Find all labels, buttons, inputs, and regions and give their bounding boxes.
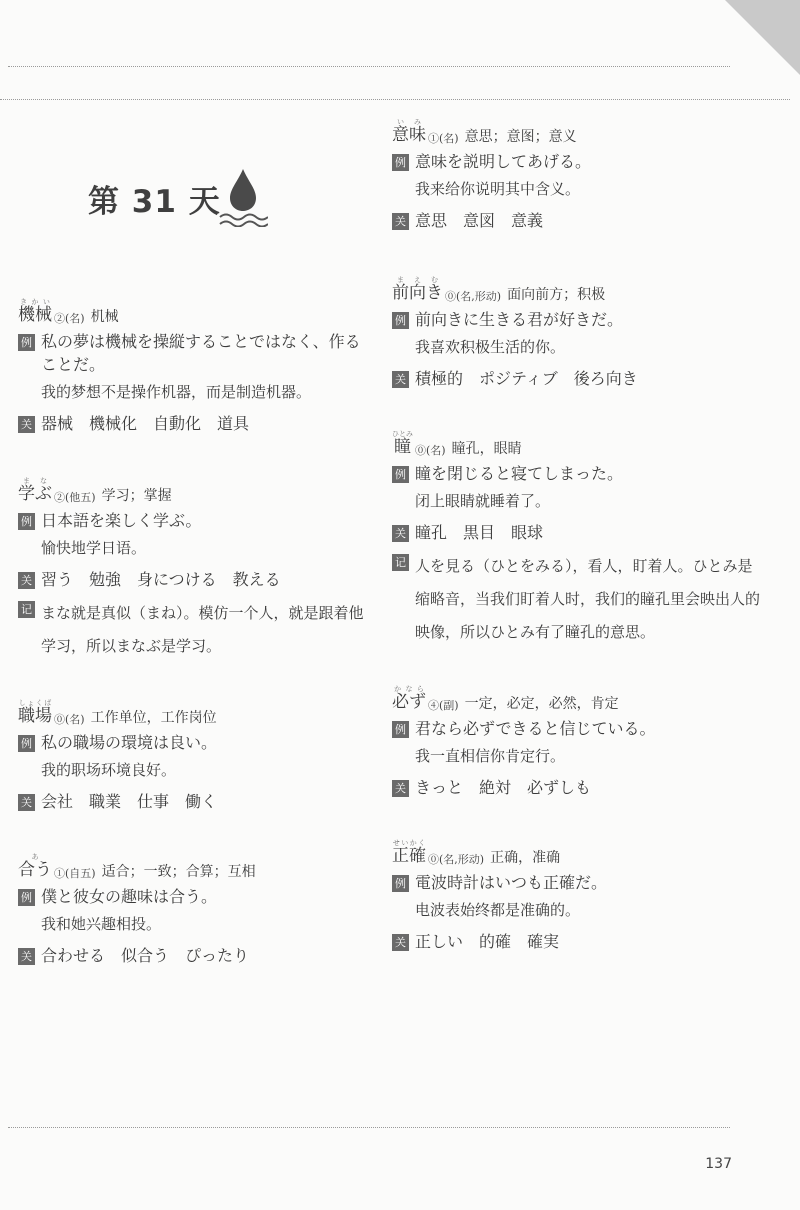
example-sentence: 僕と彼女の趣味は合う。	[41, 887, 218, 906]
header-rule	[8, 66, 730, 67]
headword: 意味いみ	[392, 118, 426, 145]
related-badge: 关	[18, 572, 35, 589]
example-badge: 例	[18, 334, 35, 351]
related-badge: 关	[392, 780, 409, 797]
part-of-speech: ②(他五)	[54, 491, 96, 504]
note-badge: 记	[18, 601, 35, 618]
part-of-speech: ⓪(名)	[415, 444, 446, 457]
related-words: きっと 絶対 必ずしも	[415, 778, 592, 797]
vocab-entry	[392, 276, 762, 390]
translation: 我和她兴趣相投。	[41, 915, 162, 933]
vocab-entry	[18, 699, 373, 813]
related-badge: 关	[18, 416, 35, 433]
example-badge: 例	[18, 889, 35, 906]
example-badge: 例	[392, 721, 409, 738]
meaning: 瞳孔，眼睛	[451, 441, 522, 457]
related-words: 正しい 的確 確実	[415, 932, 560, 951]
part-of-speech: ④(副)	[428, 699, 459, 712]
memory-note: まな就是真似（まね）。模仿一个人，就是跟着他学习，所以まなぶ是学习。	[41, 604, 364, 655]
related-words: 会社 職業 仕事 働く	[41, 792, 218, 811]
translation: 我的梦想不是操作机器，而是制造机器。	[41, 383, 312, 401]
translation: 电波表始终都是准确的。	[415, 901, 581, 919]
example-badge: 例	[392, 154, 409, 171]
related-words: 瞳孔 黒目 眼球	[415, 523, 544, 542]
meaning: 一定，必定，必然，肯定	[464, 696, 619, 712]
part-of-speech: ⓪(名)	[54, 713, 85, 726]
right-column	[392, 118, 762, 975]
header-rule-2	[0, 99, 790, 100]
translation: 愉快地学日语。	[41, 539, 147, 557]
example-badge: 例	[392, 312, 409, 329]
related-badge: 关	[18, 948, 35, 965]
example-sentence: 私の夢は機械を操縦することではなく、作ることだ。	[41, 332, 361, 374]
vocab-entry	[392, 839, 762, 953]
example-sentence: 電波時計はいつも正確だ。	[415, 873, 608, 892]
water-drop-icon	[218, 165, 268, 227]
part-of-speech: ②(名)	[54, 312, 85, 325]
related-badge: 关	[392, 213, 409, 230]
related-badge: 关	[392, 934, 409, 951]
vocab-entry	[18, 853, 373, 967]
example-badge: 例	[18, 513, 35, 530]
footer-rule	[8, 1127, 730, 1128]
part-of-speech: ①(名)	[428, 132, 459, 145]
headword: 瞳ひとみ	[392, 430, 413, 457]
example-sentence: 君なら必ずできると信じている。	[415, 719, 656, 738]
part-of-speech: ⓪(名,形动)	[428, 853, 485, 866]
page-number: 137	[705, 1156, 732, 1172]
left-column	[18, 298, 373, 989]
part-of-speech: ⓪(名,形动)	[445, 290, 502, 303]
related-badge: 关	[18, 794, 35, 811]
headword: 合うあ	[18, 853, 52, 880]
translation: 我一直相信你肯定行。	[415, 747, 566, 765]
translation: 我喜欢积极生活的你。	[415, 338, 566, 356]
meaning: 工作单位，工作岗位	[90, 710, 217, 726]
headword: 前向きまえむ	[392, 276, 443, 303]
part-of-speech: ①(自五)	[54, 867, 96, 880]
example-sentence: 日本語を楽しく学ぶ。	[41, 511, 202, 530]
day-title: 第 31 天	[88, 184, 221, 220]
headword: 職場しょくば	[18, 699, 52, 726]
vocab-entry	[18, 298, 373, 435]
meaning: 学习；掌握	[101, 488, 172, 504]
meaning: 正确，准确	[490, 850, 561, 866]
related-words: 積極的 ポジティブ 後ろ向き	[415, 369, 638, 388]
headword: 学ぶまな	[18, 477, 52, 504]
related-badge: 关	[392, 371, 409, 388]
headword: 必ずかなら	[392, 685, 426, 712]
vocab-entry	[392, 685, 762, 799]
example-badge: 例	[392, 466, 409, 483]
example-sentence: 意味を説明してあげる。	[415, 152, 592, 171]
page-corner-fold	[725, 0, 800, 75]
translation: 我来给你说明其中含义。	[415, 180, 581, 198]
example-sentence: 瞳を閉じると寝てしまった。	[415, 464, 624, 483]
vocab-entry	[392, 430, 762, 649]
related-words: 器械 機械化 自動化 道具	[41, 414, 250, 433]
translation: 闭上眼睛就睡着了。	[415, 492, 551, 510]
related-words: 合わせる 似合う ぴったり	[41, 946, 250, 965]
meaning: 面向前方；积极	[507, 287, 606, 303]
headword: 機械きかい	[18, 298, 52, 325]
meaning: 机械	[90, 309, 119, 325]
vocab-entry	[392, 118, 762, 232]
headword: 正確せいかく	[392, 839, 426, 866]
example-badge: 例	[392, 875, 409, 892]
related-words: 意思 意図 意義	[415, 211, 544, 230]
meaning: 意思；意图；意义	[464, 129, 577, 145]
example-sentence: 私の職場の環境は良い。	[41, 733, 218, 752]
example-badge: 例	[18, 735, 35, 752]
related-words: 習う 勉強 身につける 教える	[41, 570, 281, 589]
translation: 我的职场环境良好。	[41, 761, 177, 779]
note-badge: 记	[392, 554, 409, 571]
related-badge: 关	[392, 525, 409, 542]
example-sentence: 前向きに生きる君が好きだ。	[415, 310, 624, 329]
vocab-entry	[18, 477, 373, 663]
memory-note: 人を見る（ひとをみる），看人，盯着人。ひとみ是缩略音，当我们盯着人时，我们的瞳孔里会映出人的映像，所以ひとみ有了瞳孔的意思。	[415, 557, 761, 641]
meaning: 适合；一致；合算；互相	[101, 864, 256, 880]
